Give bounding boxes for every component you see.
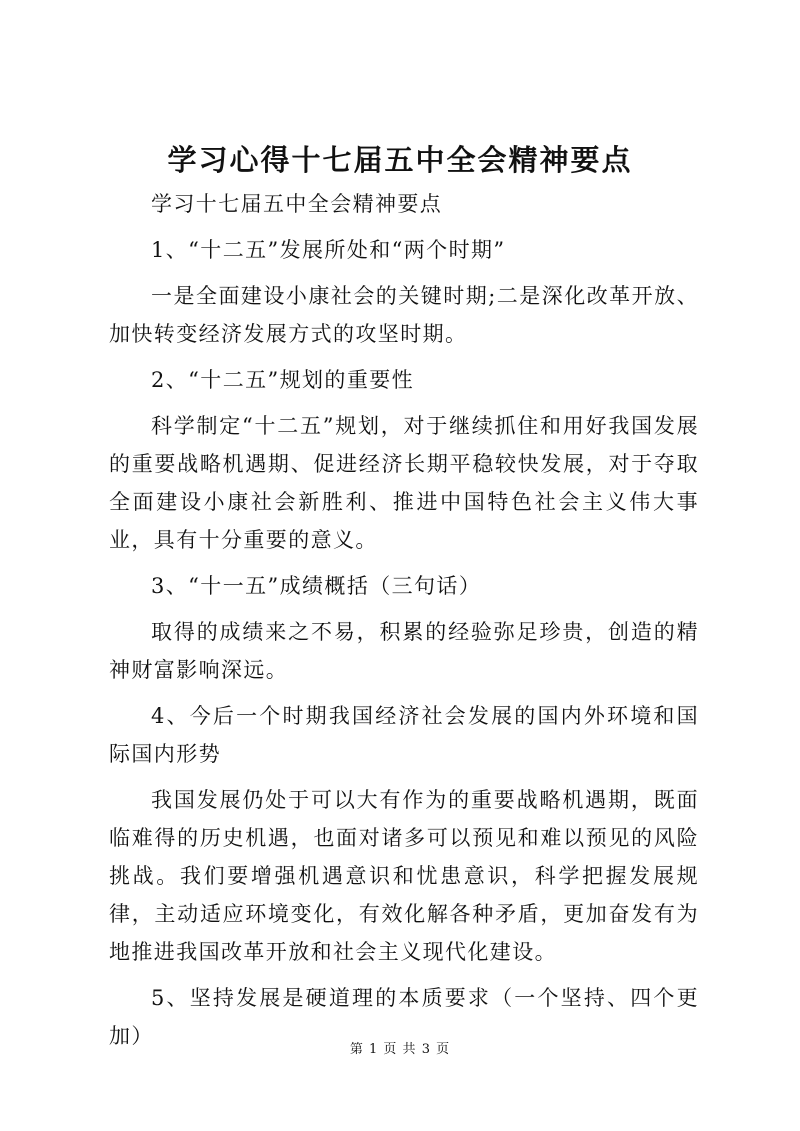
section-heading-1: 1、“十二五”发展所处和“两个时期” bbox=[151, 238, 506, 262]
section-heading-5: 5、坚持发展是硬道理的本质要求（一个坚持、四个更加） bbox=[109, 986, 699, 1048]
paragraph: 我国发展仍处于可以大有作为的重要战略机遇期，既面临难得的历史机遇，也面对诸多可以预见和难以预见的风险挑战。我们要增强机遇意识和忧患意识，科学把握发展规律，主动适应环境变化，有效化解各种矛盾，更加奋发有为地推进我国改革开放和社会主义现代化建设。 bbox=[109, 788, 699, 964]
paragraph: 科学制定“十二五”规划，对于继续抓住和用好我国发展的重要战略机遇期、促进经济长期平稳较快发展，对于夺取全面建设小康社会新胜利、推进中国特色社会主义伟大事业，具有十分重要的意义。 bbox=[109, 414, 699, 552]
paragraph-subtitle: 学习十七届五中全会精神要点 bbox=[151, 192, 443, 216]
section-heading-4: 4、今后一个时期我国经济社会发展的国内外环境和国际国内形势 bbox=[109, 704, 699, 766]
document-body bbox=[109, 185, 699, 1063]
page-footer: 第 1 页 共 3 页 bbox=[349, 1042, 451, 1057]
document-title: 学习心得十七届五中全会精神要点 bbox=[167, 143, 633, 177]
section-heading-2: 2、“十二五”规划的重要性 bbox=[151, 368, 415, 392]
paragraph: 取得的成绩来之不易，积累的经验弥足珍贵，创造的精神财富影响深远。 bbox=[109, 620, 699, 682]
paragraph: 一是全面建设小康社会的关键时期;二是深化改革开放、加快转变经济发展方式的攻坚时期。 bbox=[109, 284, 699, 346]
section-heading-3: 3、“十一五”成绩概括（三句话） bbox=[151, 574, 482, 598]
